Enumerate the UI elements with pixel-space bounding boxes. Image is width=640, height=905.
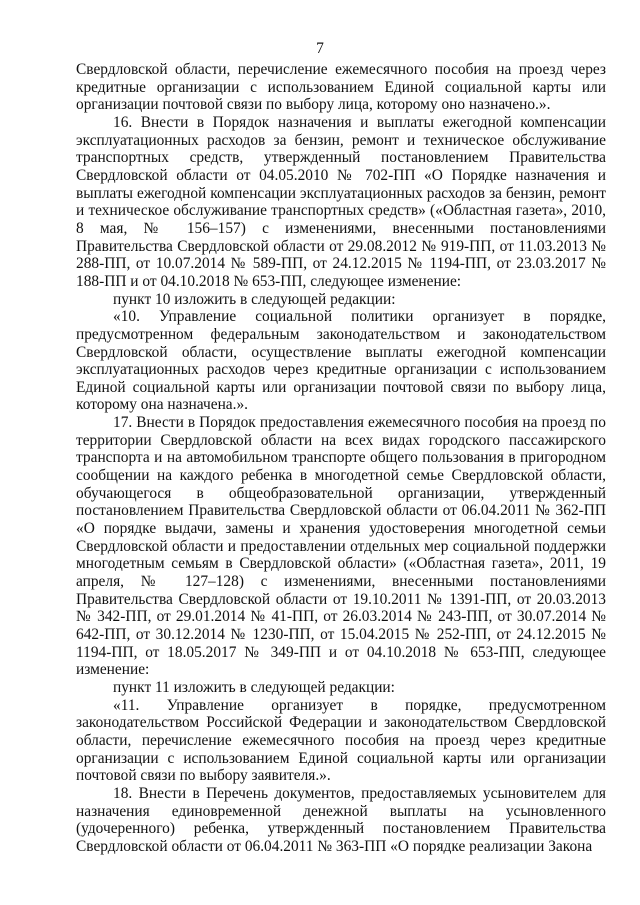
paragraph-item-16: 16. Внести в Порядок назначения и выплаты ежегодной компенсации эксплуатационных расходов за бензин, ремонт и техническое обслуживание транспортных средств, утвержденный постановлением Правительства Свердловской области от 04.05.2010 № 702-ПП «О Порядке назначения и выплаты ежегодной компенсации эксплуатационных расходов за бензин, ремонт и техническое обслуживание транспортных средств» («Областная газета», 2010, 8 мая, № 156–157) с изменениями, внесенными постановлениями Правительства Свердловской области от 29.08.2012 № 919-ПП, от 11.03.2013 № 288-ПП, от 10.07.2014 № 589-ПП, от 24.12.2015 № 1194-ПП, от 23.03.2017 № 188-ПП и от 04.10.2018 № 653-ПП, следующее изменение: xyxy=(76,113,606,290)
document-body xyxy=(76,61,606,856)
paragraph-item-18: 18. Внести в Перечень документов, предоставляемых усыновителем для назначения единовременной денежной выплаты на усыновленного (удочеренного) ребенка, утвержденный постановлением Правительства Свердловской области от 06.04.2011 № 363-ПП «О порядке реализации Закона xyxy=(76,784,606,855)
paragraph-item-16-new-text: «10. Управление социальной политики организует в порядке, предусмотренном федеральным законодательством и законодательством Свердловской области, осуществление выплаты ежегодной компенсации эксплуатационных расходов через кредитные организации с использованием Единой социальной карты или организации почтовой связи по выбору лица, которому она назначена.». xyxy=(76,308,606,414)
paragraph-item-17: 17. Внести в Порядок предоставления ежемесячного пособия на проезд по территории Свердловской области на всех видах городского пассажирского транспорта и на автомобильном транспорте общего пользования в пригородном сообщении на каждого ребенка в многодетной семье Свердловской области, обучающегося в общеобразовательной организации, утвержденный постановлением Правительства Свердловской области от 06.04.2011 № 362-ПП «О порядке выдачи, замены и хранения удостоверения многодетной семьи Свердловской области и предоставлении отдельных мер социальной поддержки многодетным семьям в Свердловской области» («Областная газета», 2011, 19 апреля, № 127–128) с изменениями, внесенными постановлениями Правительства Свердловской области от 19.10.2011 № 1391-ПП, от 20.03.2013 № 342-ПП, от 29.01.2014 № 41-ПП, от 26.03.2014 № 243-ПП, от 30.07.2014 № 642-ПП, от 30.12.2014 № 1230-ПП, от 15.04.2015 № 252-ПП, от 24.12.2015 № 1194-ПП, от 18.05.2017 № 349-ПП и от 04.10.2018 № 653-ПП, следующее изменение: xyxy=(76,414,606,679)
paragraph-item-17-new-text: «11. Управление организует в порядке, предусмотренном законодательством Российской Федерации и законодательством Свердловской области, перечисление ежемесячного пособия на проезд через кредитные организации с использованием Единой социальной карты или организации почтовой связи по выбору заявителя.». xyxy=(76,696,606,785)
paragraph-item-17-instruction: пункт 11 изложить в следующей редакции: xyxy=(113,678,395,696)
paragraph-item-16-instruction: пункт 10 изложить в следующей редакции: xyxy=(113,290,396,308)
paragraph-continuation: Свердловской области, перечисление ежемесячного пособия на проезд через кредитные организации с использованием Единой социальной карты или организации почтовой связи по выбору лица, которому оно назначено.». xyxy=(76,61,606,114)
page-number: 7 xyxy=(316,40,324,57)
